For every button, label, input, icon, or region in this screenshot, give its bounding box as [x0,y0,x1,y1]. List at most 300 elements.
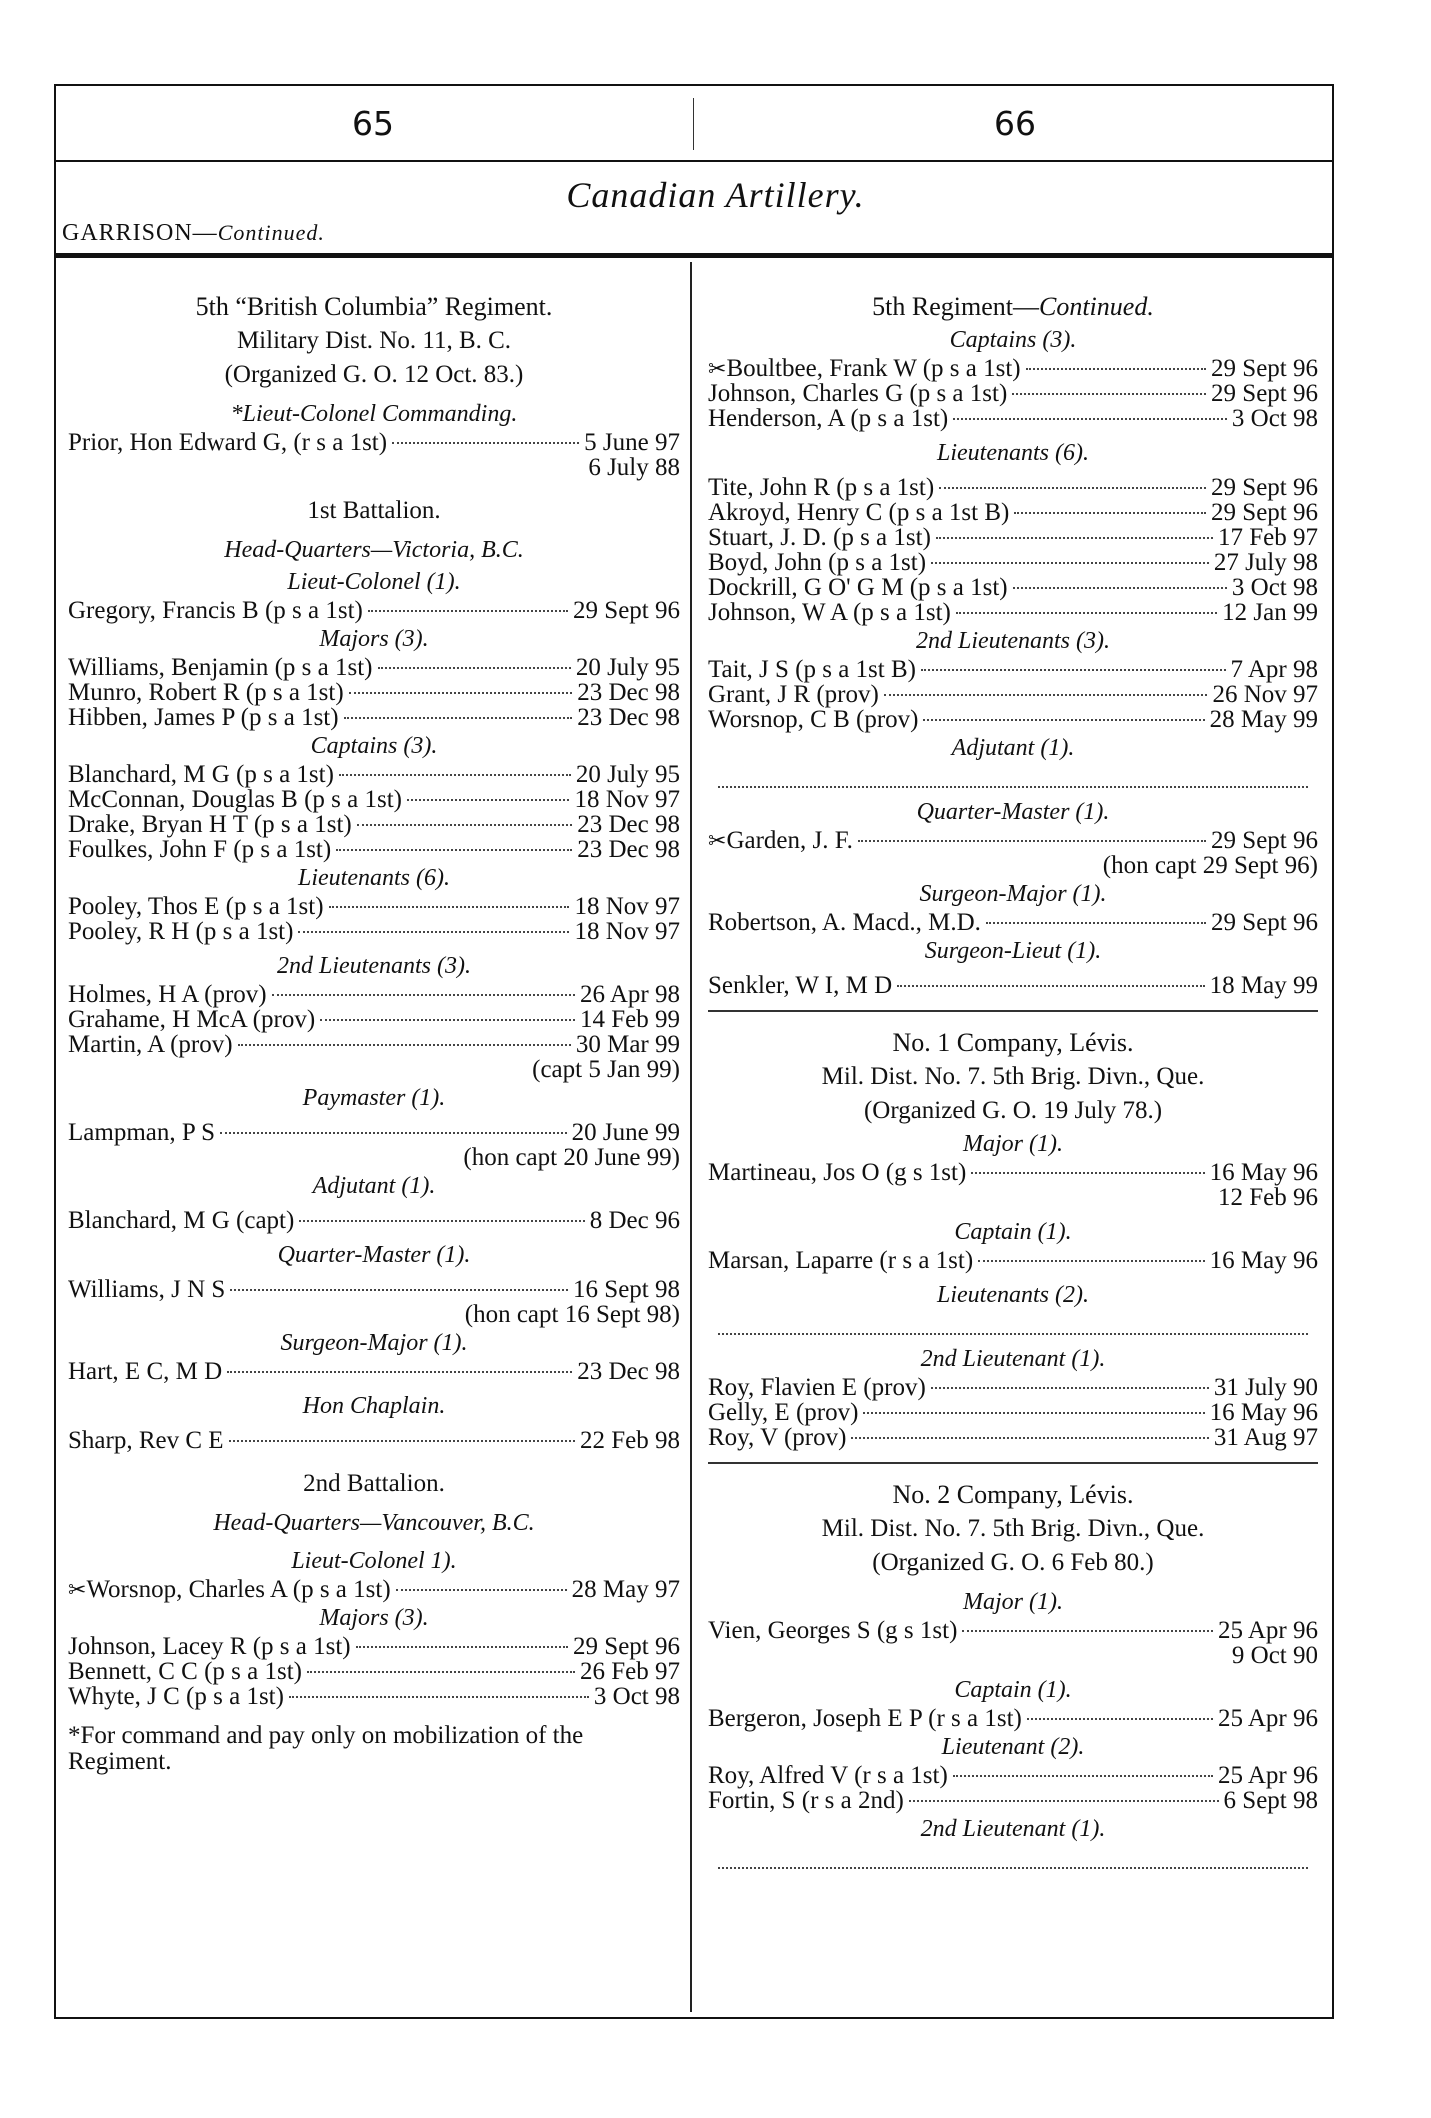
b1-adjutant-heading: Adjutant (1). [312,1173,436,1199]
roster-entry [68,598,680,623]
appointment-date: 20 July 95 [575,761,680,788]
b1-qm-extra: (hon capt 16 Sept 98) [464,1301,680,1328]
appointment-date: 30 Mar 99 [575,1031,680,1058]
roster-entry [68,655,680,680]
officer-name [68,598,363,623]
dot-leader [407,799,569,801]
dot-leader [1013,587,1227,589]
appointment-date: 3 Oct 98 [593,1683,680,1710]
appointment-date: 22 Feb 98 [580,1427,680,1454]
column-divider [690,262,692,2012]
officer-name-text: Pooley, Thos E (p s a 1st) [68,893,324,920]
dot-leader [1027,1718,1213,1720]
officer-name [68,1359,222,1384]
officer-name-text: Drake, Bryan H T (p s a 1st) [68,811,352,838]
r-2lieuts-heading: 2nd Lieutenants (3). [916,628,1110,654]
appointment-date: 17 Feb 97 [1218,524,1318,551]
co2-2lieuts-heading: 2nd Lieutenant (1). [920,1816,1106,1842]
officer-name-text: Bennett, C C (p s a 1st) [68,1658,303,1685]
roster-entry [708,600,1318,625]
co1-district: Mil. Dist. No. 7. 5th Brig. Divn., Que. [821,1063,1205,1090]
dot-leader [220,1132,567,1134]
b1-paymaster-list [68,1120,680,1145]
officer-name-text: Marsan, Laparre (r s a 1st) [708,1247,974,1274]
appointment-date: 16 May 96 [1209,1247,1318,1274]
dot-leader [962,1630,1213,1632]
officer-name-text: Roy, V (prov) [708,1424,847,1451]
appointment-date: 7 Apr 98 [1230,656,1318,683]
co2-major-extra: 9 Oct 90 [1231,1642,1318,1669]
roster-entry [708,550,1318,575]
officer-name [68,1032,233,1057]
commanding-list [68,430,680,455]
dot-leader [368,610,568,612]
roster-entry [708,1425,1318,1450]
co2-captain-list [708,1706,1318,1731]
roster-entry [68,1577,680,1602]
co2-major-heading: Major (1). [963,1589,1063,1615]
co2-captain-heading: Captain (1). [954,1677,1072,1703]
roster-entry [708,657,1318,682]
dot-leader [863,1412,1204,1414]
co1-2lieuts-list [708,1375,1318,1450]
b1-adjutant-list [68,1208,680,1233]
dot-leader [936,537,1213,539]
roster-entry [68,982,680,1007]
officer-name [708,1788,904,1813]
officer-name [708,682,879,707]
officer-name [708,550,926,575]
roster-entry [68,894,680,919]
page-number-left: 65 [352,104,394,143]
dot-leader [978,1260,1205,1262]
b1-chaplain-heading: Hon Chaplain. [302,1393,446,1419]
b1-2lieuts-extra: (capt 5 Jan 99) [532,1056,680,1083]
officer-name-text: Prior, Hon Edward G, (r s a 1st) [68,429,388,456]
officer-name [68,655,373,680]
officer-name-text: Akroyd, Henry C (p s a 1st B) [708,499,1010,526]
r-qm-heading: Quarter-Master (1). [916,799,1110,825]
officer-name-text: Fortin, S (r s a 2nd) [708,1787,904,1814]
r-captains-heading: Captains (3). [949,327,1077,353]
appointment-date: 16 May 96 [1209,1399,1318,1426]
officer-name [708,1248,973,1273]
officer-name [68,1277,225,1302]
officer-name [708,525,931,550]
dot-leader [931,1387,1209,1389]
b2-majors-heading: Majors (3). [319,1605,429,1631]
officer-name-text: Tait, J S (p s a 1st B) [708,656,916,683]
b1-paymaster-heading: Paymaster (1). [302,1085,446,1111]
r-lieuts-heading: Lieutenants (6). [937,440,1089,466]
roster-entry [68,1208,680,1233]
roster-entry [708,525,1318,550]
roster-entry [708,500,1318,525]
footnote: *For command and pay only on mobilization of the Regiment. [68,1722,584,1775]
officer-name-text: Munro, Robert R (p s a 1st) [68,679,344,706]
dot-leader [238,1044,571,1046]
appointment-date: 23 Dec 98 [577,811,680,838]
officer-name-text: Williams, Benjamin (p s a 1st) [68,654,373,681]
roster-entry [68,680,680,705]
officer-name-text: Johnson, Charles G (p s a 1st) [708,380,1008,407]
section-heading [62,220,325,247]
header-rule [56,160,1332,162]
dot-leader [344,717,573,719]
co2-major-list [708,1618,1318,1643]
officer-name-text: Roy, Flavien E (prov) [708,1374,926,1401]
roster-entry [68,812,680,837]
dot-leader [884,694,1208,696]
officer-name-text: Bergeron, Joseph E P (r s a 1st) [708,1705,1022,1732]
appointment-date: 3 Oct 98 [1231,405,1318,432]
roster-entry [708,1160,1318,1185]
roster-entry [68,1428,680,1453]
regiment-continued-heading [708,290,1318,324]
officer-name-text: Hart, E C, M D [68,1358,223,1385]
officer-name [708,1425,846,1450]
roster-entry [708,1763,1318,1788]
regiment-district: Military Dist. No. 11, B. C. [236,327,512,354]
officer-name-text: McConnan, Douglas B (p s a 1st) [68,786,402,813]
dot-leader [320,1019,575,1021]
officer-name [708,1400,858,1425]
appointment-date: 20 June 99 [571,1119,680,1146]
appointment-date: 28 May 99 [1209,706,1318,733]
appointment-date: 18 Nov 97 [574,786,680,813]
dot-leader [851,1437,1208,1439]
appointment-date: 8 Dec 96 [589,1207,680,1234]
officer-name [708,657,916,682]
officer-name [68,1208,294,1233]
roster-entry [68,762,680,787]
officer-name [708,575,1008,600]
section-label: GARRISON— [62,220,218,246]
roster-entry [68,837,680,862]
page-number-divider [693,98,694,150]
roster-entry [708,1248,1318,1273]
b1-paymaster-extra: (hon capt 20 June 99) [463,1144,680,1171]
officer-name [68,1428,224,1453]
officer-name-text: Lampman, P S [68,1119,215,1146]
dot-leader [298,931,569,933]
left-column [68,290,680,1775]
officer-name-text: Vien, Georges S (g s 1st) [708,1617,958,1644]
officer-name-text: Senkler, W I, M D [708,972,893,999]
roster-entry [68,787,680,812]
dot-leader [230,1289,568,1291]
appointment-date: 25 Apr 96 [1218,1705,1318,1732]
appointment-date: 16 May 96 [1209,1159,1318,1186]
co1-organized: (Organized G. O. 19 July 78.) [863,1097,1163,1124]
page-title: Canadian Artillery. [566,175,865,215]
dot-leader [289,1696,589,1698]
officer-name [708,475,934,500]
b2-majors-list [68,1634,680,1709]
officer-name-text: Blanchard, M G (p s a 1st) [68,761,334,788]
officer-name [708,1763,948,1788]
dot-leader [923,719,1204,721]
appointment-date: 23 Dec 98 [577,704,680,731]
roster-entry [68,1032,680,1057]
appointment-date: 29 Sept 96 [1211,909,1318,936]
battalion-2-heading: 2nd Battalion. [303,1470,445,1497]
dot-leader [921,669,1226,671]
roster-entry [68,1359,680,1384]
co2-district: Mil. Dist. No. 7. 5th Brig. Divn., Que. [821,1515,1205,1542]
roster-entry [68,1277,680,1302]
b1-captains-list [68,762,680,862]
appointment-date: 23 Dec 98 [577,836,680,863]
battalion-1-heading: 1st Battalion. [307,497,441,524]
officer-name-text: Garden, J. F. [726,827,853,854]
b1-surgeon-list [68,1359,680,1384]
roster-entry [708,575,1318,600]
appointment-date: 5 June 97 [584,429,680,456]
b1-majors-heading: Majors (3). [319,626,429,652]
roster-entry [708,682,1318,707]
roster-entry [68,1634,680,1659]
scissors-icon: ✂ [708,828,727,853]
officer-name [68,982,267,1007]
b1-qm-heading: Quarter-Master (1). [277,1242,471,1268]
officer-name-text: Gelly, E (prov) [708,1399,859,1426]
roster-entry [708,973,1318,998]
dot-leader [307,1671,575,1673]
roster-entry [708,406,1318,431]
appointment-date: 6 Sept 98 [1223,1787,1318,1814]
dot-leader [897,985,1205,987]
appointment-date: 14 Feb 99 [580,1006,680,1033]
officer-name [68,787,402,812]
dot-leader [953,418,1227,420]
dot-leader [392,442,579,444]
appointment-date: 3 Oct 98 [1231,574,1318,601]
scissors-icon: ✂ [68,1577,87,1602]
appointment-date: 31 Aug 97 [1213,1424,1318,1451]
r-qm-list [708,828,1318,853]
officer-name [68,1634,351,1659]
roster-entry [68,1684,680,1709]
dot-leader [396,1589,567,1591]
r-captains-list [708,356,1318,431]
r-qm-extra: (hon capt 29 Sept 96) [1102,852,1318,879]
dot-leader [953,1775,1213,1777]
dot-leader [356,1646,568,1648]
officer-name [708,1618,957,1643]
officer-name [68,762,334,787]
officer-name [68,837,331,862]
officer-name-text: Grahame, H McA (prov) [68,1006,316,1033]
co1-major-extra: 12 Feb 96 [1218,1184,1318,1211]
appointment-date: 29 Sept 96 [1211,380,1318,407]
officer-name-text: Robertson, A. Macd., M.D. [708,909,981,936]
roster-entry [708,910,1318,935]
regiment-continued: Continued. [1038,292,1154,321]
officer-name-text: Boyd, John (p s a 1st) [708,549,927,576]
officer-name [708,910,981,935]
appointment-date: 20 July 95 [575,654,680,681]
officer-name-text: Sharp, Rev C E [68,1427,224,1454]
r-surgeon-list [708,910,1318,935]
officer-name [68,430,387,455]
vacant-line [718,1317,1308,1335]
r-lieuts-list [708,475,1318,625]
officer-name-text: Tite, John R (p s a 1st) [708,474,935,501]
r-surglieut-list [708,973,1318,998]
battalion-2-hq: Head-Quarters—Vancouver, B.C. [213,1510,535,1536]
dot-leader [339,774,571,776]
appointment-date: 23 Dec 98 [577,1358,680,1385]
title-rule [56,253,1332,258]
b1-captains-heading: Captains (3). [310,733,438,759]
lt-col-commanding-heading: *Lieut-Colonel Commanding. [230,401,518,427]
officer-name [68,705,339,730]
appointment-date: 25 Apr 96 [1218,1617,1318,1644]
officer-name [68,1659,302,1684]
roster-entry [708,1375,1318,1400]
appointment-date: 29 Sept 96 [573,597,680,624]
co1-2lieuts-heading: 2nd Lieutenant (1). [920,1346,1106,1372]
officer-name-text: Pooley, R H (p s a 1st) [68,918,294,945]
appointment-date: 29 Sept 96 [1211,827,1318,854]
co1-captain-heading: Captain (1). [954,1219,1072,1245]
b1-chaplain-list [68,1428,680,1453]
dot-leader [357,824,573,826]
roster-entry [708,1400,1318,1425]
b1-ltcol-heading: Lieut-Colonel (1). [287,569,461,595]
officer-name [68,812,352,837]
officer-name [708,973,892,998]
b1-2lieuts-list [68,982,680,1057]
officer-name [708,500,1009,525]
roster-entry [708,707,1318,732]
officer-name [68,894,324,919]
b2-ltcol-list [68,1577,680,1602]
officer-name [68,1577,391,1602]
officer-name [708,600,951,625]
appointment-date: 31 July 90 [1213,1374,1318,1401]
officer-name-text: Henderson, A (p s a 1st) [708,405,949,432]
officer-name-text: Blanchard, M G (capt) [68,1207,295,1234]
officer-name [68,919,293,944]
appointment-date: 12 Jan 99 [1222,599,1318,626]
officer-name [708,707,918,732]
r-surgeon-heading: Surgeon-Major (1). [919,881,1107,907]
dot-leader [272,994,575,996]
appointment-date: 18 Nov 97 [574,918,680,945]
dot-leader [227,1371,572,1373]
appointment-date: 18 May 99 [1209,972,1318,999]
b1-lieuts-heading: Lieutenants (6). [298,865,450,891]
appointment-date: 25 Apr 96 [1218,1762,1318,1789]
b1-2lieuts-heading: 2nd Lieutenants (3). [277,953,471,979]
b1-lieuts-list [68,894,680,944]
appointment-date: 26 Feb 97 [580,1658,680,1685]
b1-ltcol-list [68,598,680,623]
regiment-organized: (Organized G. O. 12 Oct. 83.) [224,361,524,388]
dot-leader [909,1800,1219,1802]
dot-leader [336,849,572,851]
officer-name [68,680,344,705]
officer-name-text: Worsnop, Charles A (p s a 1st) [86,1576,391,1603]
officer-name [708,356,1021,381]
roster-entry [68,1659,680,1684]
regiment-label: 5th Regiment— [872,292,1039,321]
officer-name-text: Dockrill, G O' G M (p s a 1st) [708,574,1008,601]
co1-lieuts-heading: Lieutenants (2). [937,1282,1089,1308]
appointment-date: 29 Sept 96 [573,1633,680,1660]
appointment-date: 28 May 97 [571,1576,680,1603]
dot-leader [931,562,1209,564]
roster-entry [708,1618,1318,1643]
roster-entry [68,1120,680,1145]
co1-major-list [708,1160,1318,1185]
co1-captain-list [708,1248,1318,1273]
roster-entry [708,1706,1318,1731]
officer-name-text: Williams, J N S [68,1276,226,1303]
co1-heading: No. 1 Company, Lévis. [892,1028,1134,1057]
co2-lieut-heading: Lieutenant (2). [941,1734,1085,1760]
officer-name-text: Stuart, J. D. (p s a 1st) [708,524,931,551]
roster-entry [708,475,1318,500]
officer-name-text: Roy, Alfred V (r s a 1st) [708,1762,948,1789]
dot-leader [299,1220,584,1222]
officer-name [68,1120,215,1145]
appointment-date: 23 Dec 98 [577,679,680,706]
dot-leader [378,667,571,669]
roster-entry [68,1007,680,1032]
b1-surgeon-heading: Surgeon-Major (1). [280,1330,468,1356]
officer-name-text: Gregory, Francis B (p s a 1st) [68,597,363,624]
officer-name [708,1706,1022,1731]
roster-entry [68,919,680,944]
co2-heading: No. 2 Company, Lévis. [892,1480,1134,1509]
officer-name-text: Holmes, H A (prov) [68,981,267,1008]
officer-name-text: Johnson, Lacey R (p s a 1st) [68,1633,351,1660]
officer-name-text: Martineau, Jos O (g s 1st) [708,1159,967,1186]
appointment-date: 29 Sept 96 [1211,355,1318,382]
officer-name [708,1160,966,1185]
dot-leader [229,1440,575,1442]
appointment-date: 26 Nov 97 [1212,681,1318,708]
dot-leader [349,692,573,694]
r-surglieut-heading: Surgeon-Lieut (1). [924,938,1102,964]
dot-leader [1014,512,1206,514]
dot-leader [971,1172,1204,1174]
officer-name [708,828,853,853]
officer-name [708,406,948,431]
dot-leader [1026,368,1206,370]
r-adjutant-heading: Adjutant (1). [951,735,1075,761]
vacant-line [718,770,1308,788]
roster-entry [708,1788,1318,1813]
appointment-date: 29 Sept 96 [1211,474,1318,501]
b1-majors-list [68,655,680,730]
officer-name [708,1375,926,1400]
roster-entry [708,828,1318,853]
officer-name-text: Hibben, James P (p s a 1st) [68,704,339,731]
dot-leader [939,487,1206,489]
section-divider [708,1462,1318,1464]
roster-entry [708,356,1318,381]
regiment-heading: 5th “British Columbia” Regiment. [195,292,553,321]
dot-leader [329,906,570,908]
dot-leader [858,840,1206,842]
officer-name-text: Johnson, W A (p s a 1st) [708,599,951,626]
dot-leader [986,922,1206,924]
officer-name-text: Martin, A (prov) [68,1031,233,1058]
